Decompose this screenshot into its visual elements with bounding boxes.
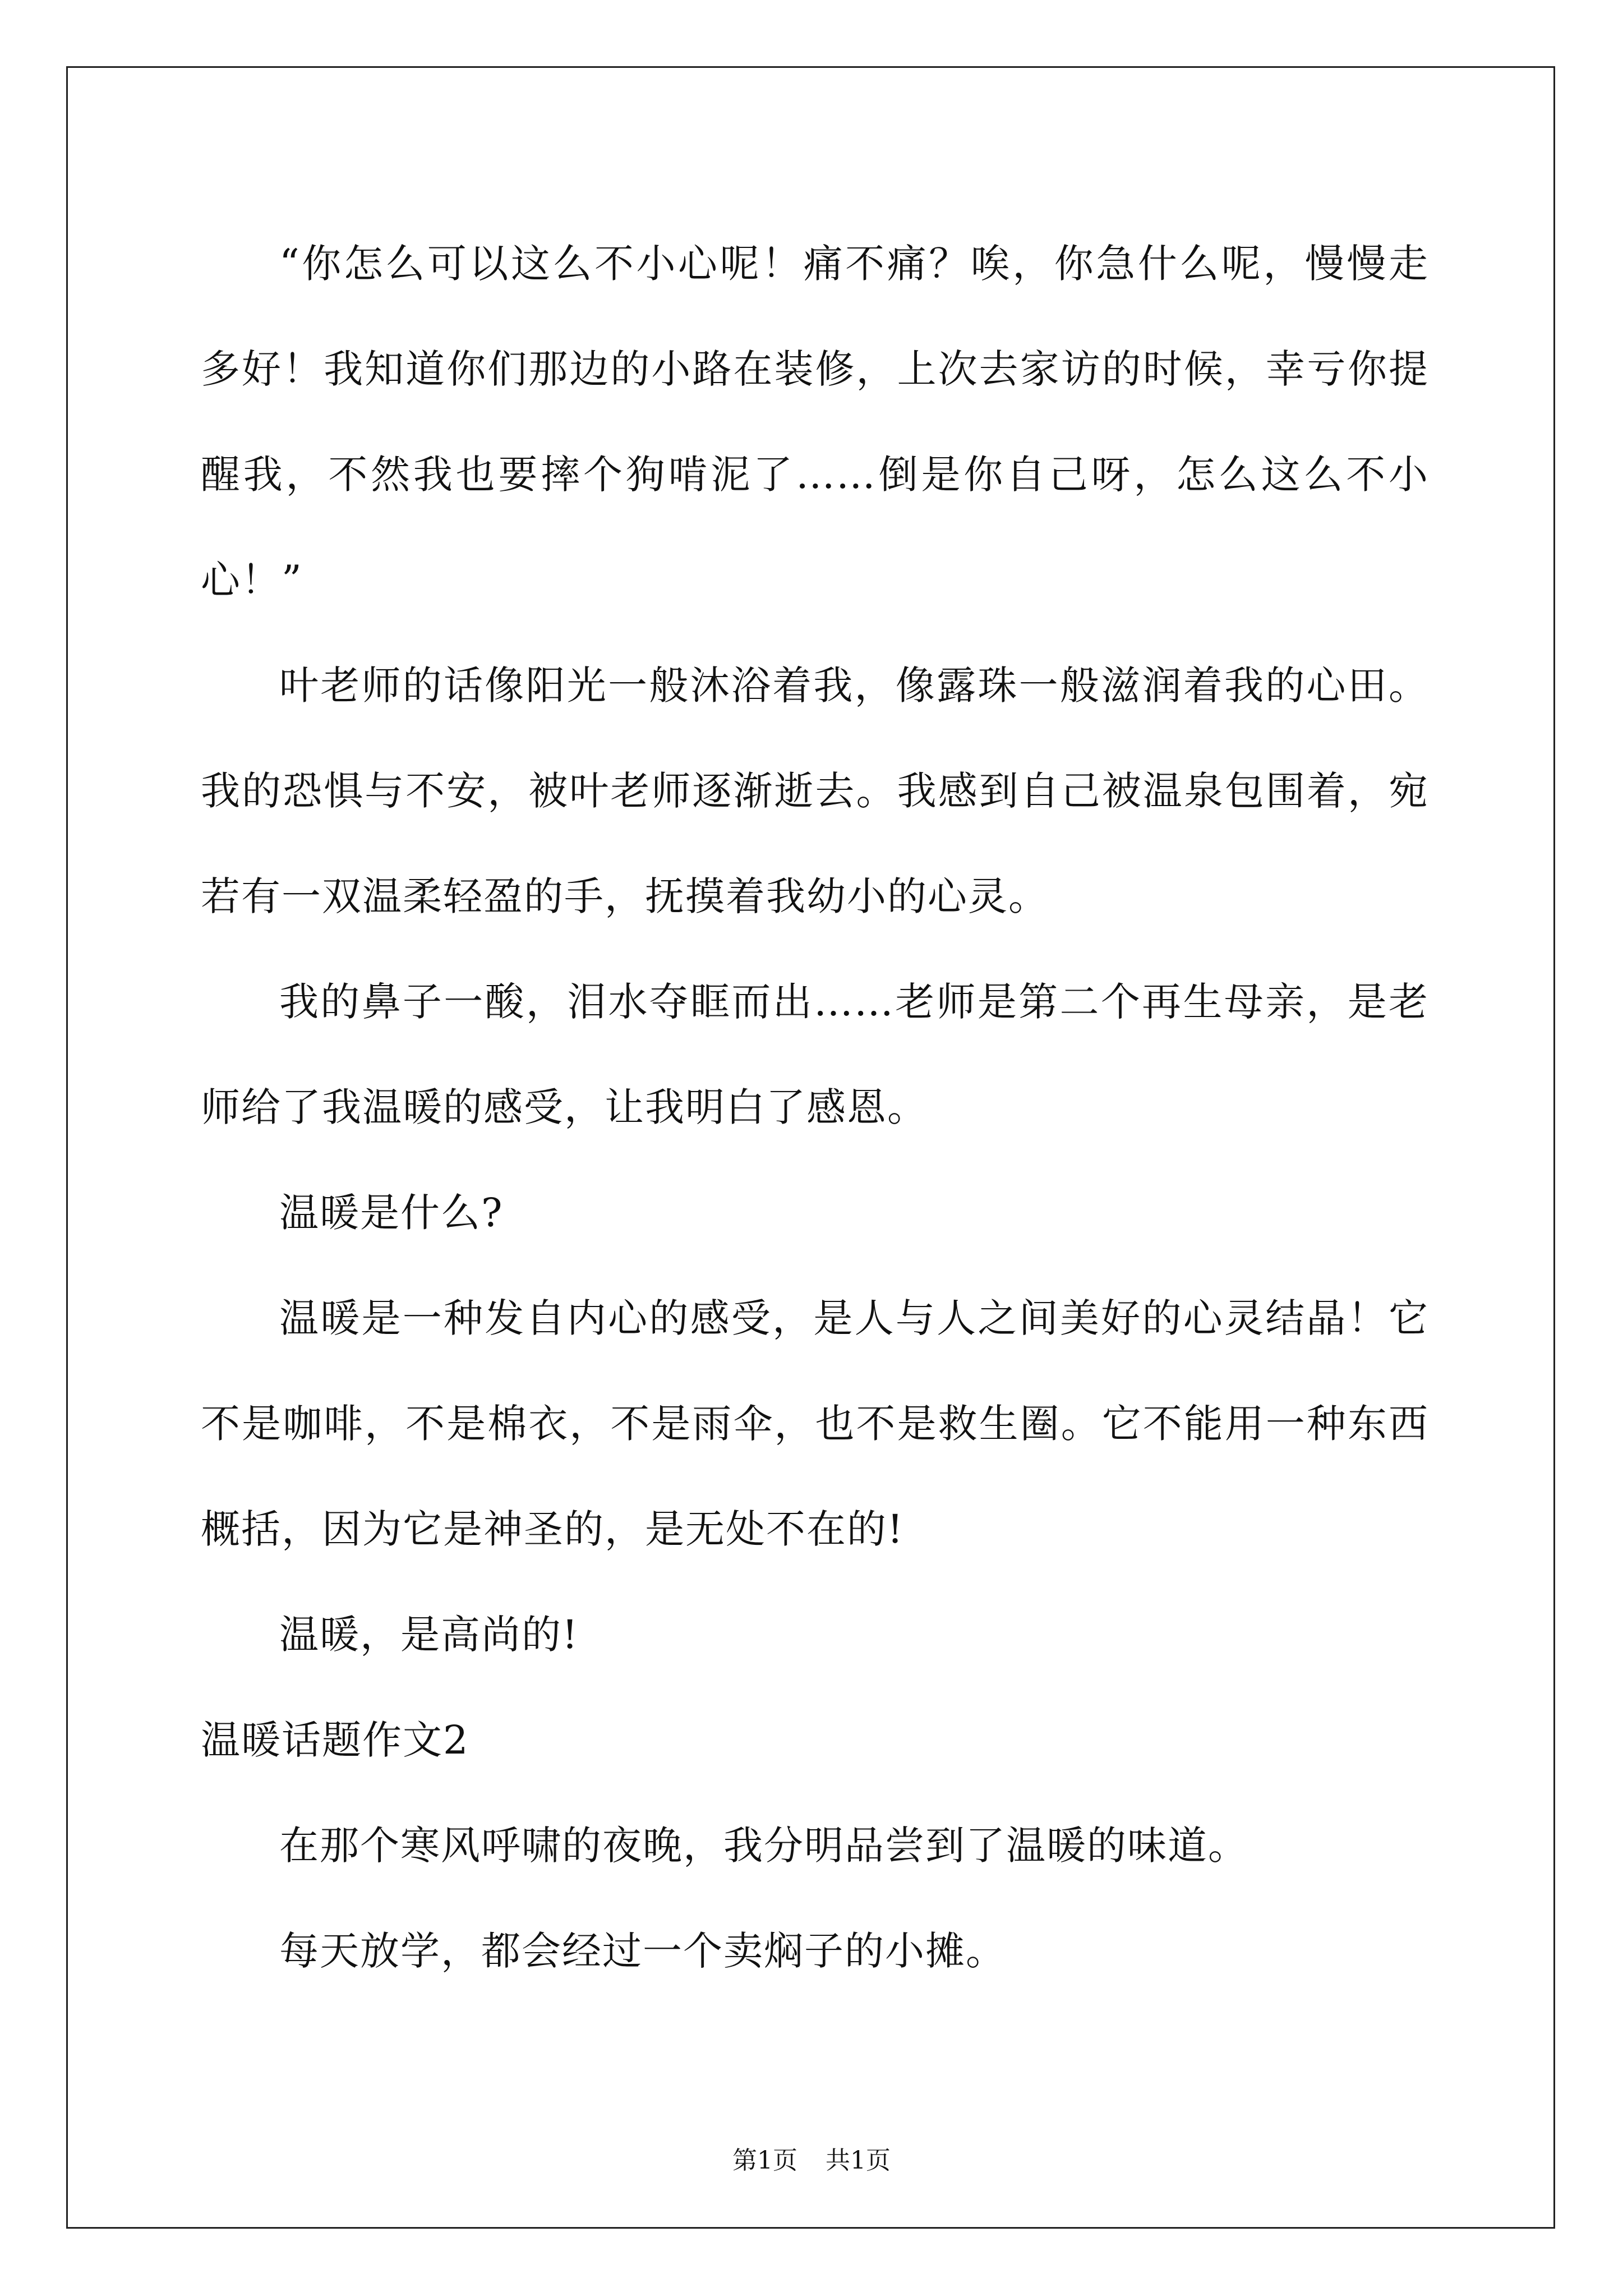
page-total: 共1页 bbox=[826, 2146, 891, 2175]
document-body bbox=[201, 211, 1429, 2004]
section-title: 温暖话题作文2 bbox=[201, 1717, 469, 1763]
paragraph: 温暖是一种发自内心的感受，是人与人之间美好的心灵结晶！它不是咖啡，不是棉衣，不是雨伞，也不是救生圈。它不能用一种东西概括，因为它是神圣的，是无处不在的! bbox=[201, 1295, 1429, 1552]
page-footer bbox=[0, 2144, 1623, 2178]
paragraph: 叶老师的话像阳光一般沐浴着我，像露珠一般滋润着我的心田。我的恐惧与不安，被叶老师逐渐逝去。我感到自己被温泉包围着，宛若有一双温柔轻盈的手，抚摸着我幼小的心灵。 bbox=[201, 662, 1429, 919]
paragraph: 我的鼻子一酸，泪水夺眶而出……老师是第二个再生母亲，是老师给了我温暖的感受，让我明白了感恩。 bbox=[201, 979, 1429, 1130]
page-number: 第1页 bbox=[732, 2146, 797, 2175]
paragraph: 温暖，是高尚的! bbox=[279, 1612, 579, 1658]
paragraph: 在那个寒风呼啸的夜晚，我分明品尝到了温暖的味道。 bbox=[279, 1823, 1248, 1869]
paragraph: “你怎么可以这么不小心呢！痛不痛？唉，你急什么呢，慢慢走多好！我知道你们那边的小路在装修，上次去家访的时候，幸亏你提醒我，不然我也要摔个狗啃泥了……倒是你自己呀，怎么这么不小心！” bbox=[201, 241, 1429, 603]
paragraph: 每天放学，都会经过一个卖焖子的小摊。 bbox=[279, 1928, 1006, 1974]
paragraph: 温暖是什么? bbox=[279, 1190, 504, 1236]
